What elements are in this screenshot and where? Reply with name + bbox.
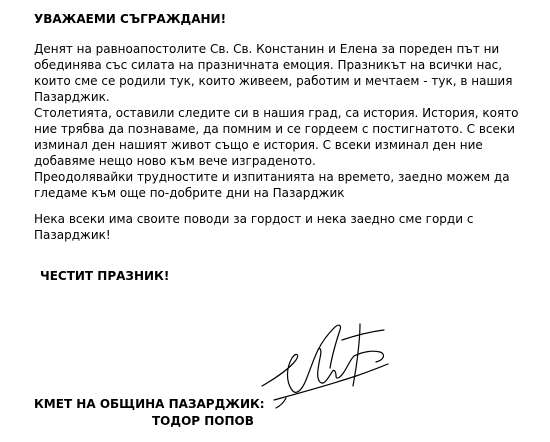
letter-heading: УВАЖАЕМИ СЪГРАЖДАНИ! — [34, 12, 227, 26]
handwritten-signature — [256, 316, 396, 412]
paragraph-4-line-1: Нека всеки има своите поводи за гордост и нека заедно сме горди с — [34, 212, 474, 226]
paragraph-1-line-2: обединява със силата на празничната емоция. Празникът на всички нас, — [34, 58, 503, 72]
paragraph-2-line-1: Столетията, оставили следите си в нашия град, са история. История, която — [34, 106, 519, 120]
mayor-name: ТОДОР ПОПОВ — [152, 414, 254, 428]
paragraph-2-line-4: добавяме нещо ново към вече изграденото. — [34, 154, 316, 168]
holiday-greeting: ЧЕСТИТ ПРАЗНИК! — [40, 269, 170, 283]
paragraph-1-line-1: Денят на равноапостолите Св. Св. Констанин и Елена за пореден път ни — [34, 42, 500, 56]
mayor-title: КМЕТ НА ОБЩИНА ПАЗАРДЖИК: — [34, 397, 265, 411]
paragraph-2-line-2: ние трябва да познаваме, да помним и се гордеем с постигнатото. С всеки — [34, 122, 515, 136]
paragraph-3-line-1: Преодолявайки трудностите и изпитанията на времето, заедно можем да — [34, 170, 510, 184]
paragraph-3-line-2: гледаме към още по-добрите дни на Пазарджик — [34, 186, 345, 200]
paragraph-1-line-4: Пазарджик. — [34, 90, 110, 104]
paragraph-2-line-3: изминал ден нашият живот също е история. С всеки изминал ден ние — [34, 138, 483, 152]
paragraph-4-line-2: Пазарджик! — [34, 228, 111, 242]
paragraph-1-line-3: които сме се родили тук, които живеем, работим и мечтаем - тук, в нашия — [34, 74, 513, 88]
